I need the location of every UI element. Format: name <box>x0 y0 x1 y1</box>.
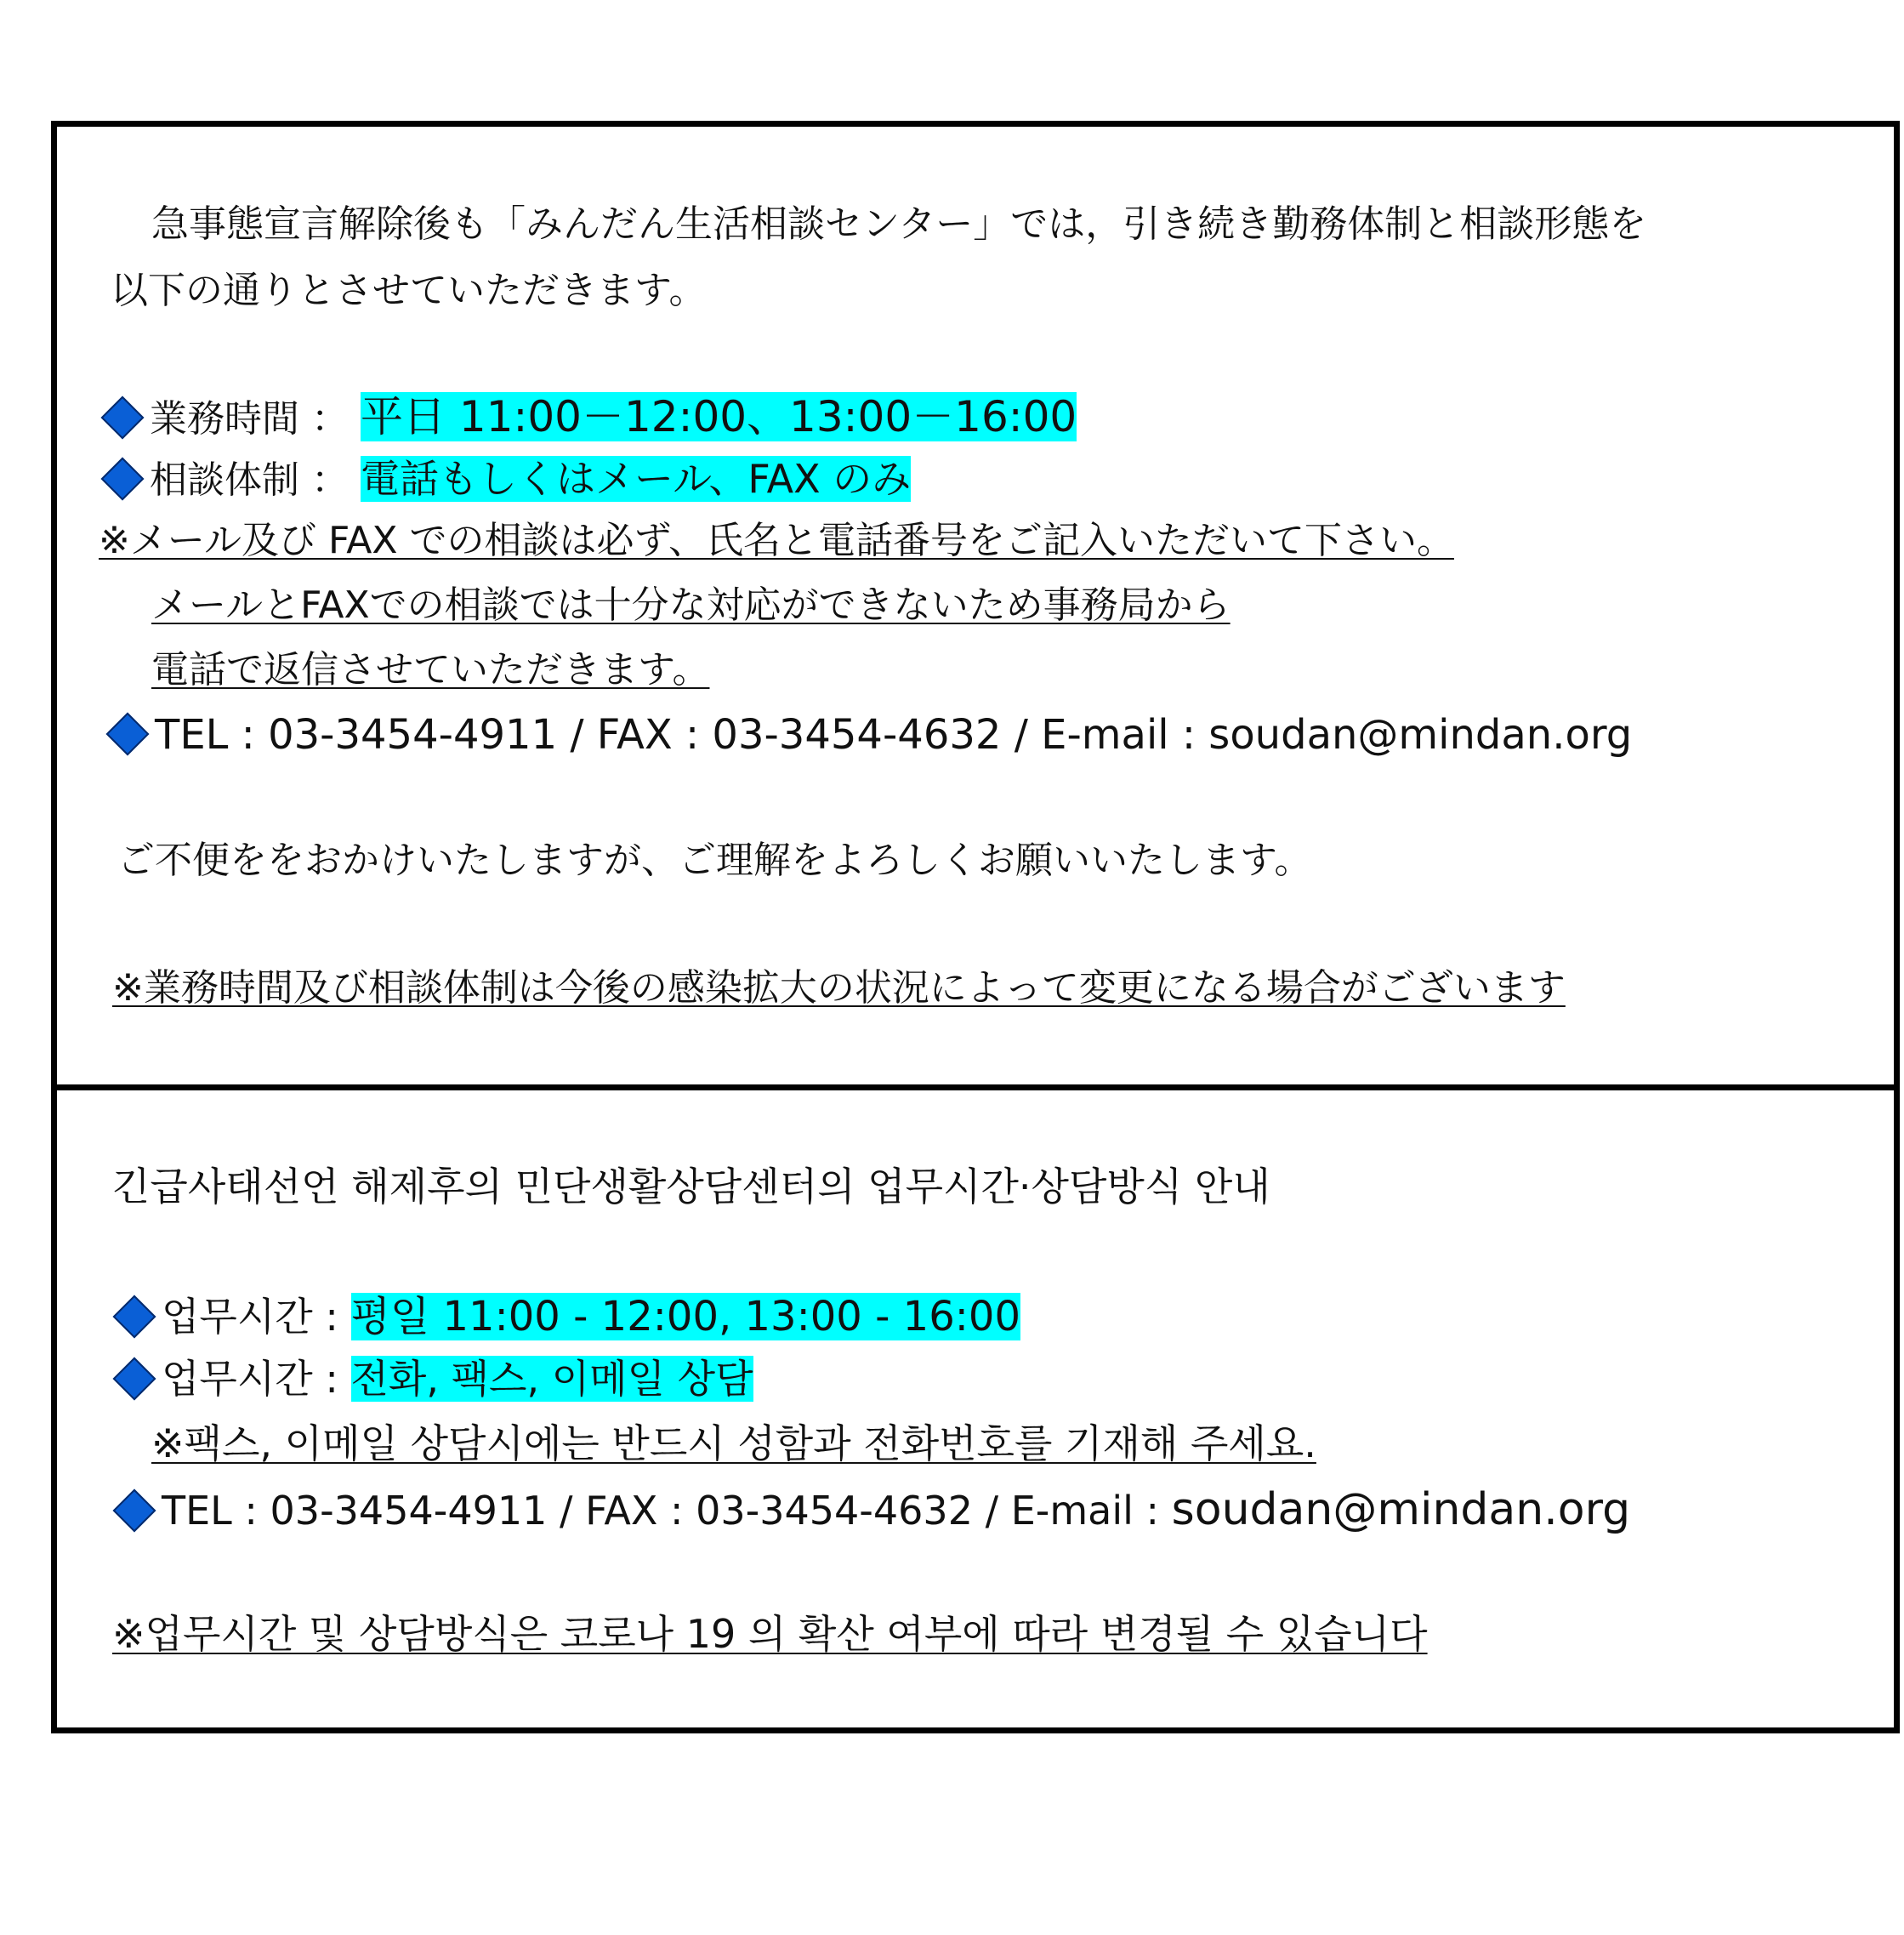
kr-note: ※팩스, 이메일 상담시에는 반드시 성함과 전화번호를 기재해 주세요. <box>151 1420 1316 1466</box>
jp-contact-row <box>105 711 1632 760</box>
section-divider <box>51 1084 1900 1090</box>
kr-footnote: ※업무시간 및 상담방식은 코로나 19 의 확산 여부에 따라 변경될 수 있습니다 <box>112 1611 1428 1657</box>
jp-footnote: ※業務時間及び相談体制は今後の感染拡大の状況によって変更になる場合がございます <box>112 966 1566 1010</box>
kr-contact-row <box>112 1483 1630 1536</box>
jp-note-line3: 電話で返信させていただきます。 <box>151 648 710 691</box>
jp-intro-line2: 以下の通りとさせていただきます。 <box>111 269 707 312</box>
blue-diamond-icon <box>113 1295 156 1338</box>
blue-diamond-icon <box>106 713 150 756</box>
kr-contact-email: soudan@mindan.org <box>1171 1484 1631 1535</box>
jp-contact: TEL : 03-3454-4911 / FAX : 03-3454-4632 / E-mail : soudan@mindan.org <box>155 711 1633 759</box>
blue-diamond-icon <box>101 458 145 501</box>
jp-apology: ご不便ををおかけいたしますが、ご理解をよろしくお願いいたします。 <box>117 839 1312 882</box>
kr-method-label: 업무시간 : <box>162 1356 351 1402</box>
jp-system-row <box>100 456 911 504</box>
blue-diamond-icon <box>113 1357 156 1400</box>
jp-hours-value: 平日 11:00－12:00、13:00－16:00 <box>360 392 1077 441</box>
jp-note-line2: メールとFAXでの相談では十分な対応ができないため事務局から <box>151 583 1230 627</box>
kr-method-value: 전화, 팩스, 이메일 상담 <box>350 1356 753 1402</box>
kr-hours-row <box>112 1293 1020 1342</box>
jp-hours-label: 業務時間 ： <box>150 397 361 441</box>
kr-hours-label: 업무시간 : <box>162 1294 351 1340</box>
kr-method-row <box>112 1356 753 1403</box>
jp-intro-line1: 急事態宣言解除後も「みんだん生活相談センター」では，引き続き勤務体制と相談形態を <box>151 202 1647 246</box>
kr-title: 긴급사태선언 해제후의 민단생활상담센터의 업무시간·상담방식 안내 <box>112 1164 1270 1209</box>
jp-hours-row <box>100 391 1077 442</box>
blue-diamond-icon <box>101 396 145 440</box>
blue-diamond-icon <box>113 1488 156 1532</box>
jp-note-line1: ※メール及び FAX での相談は必ず、氏名と電話番号をご記入いただいて下さい。 <box>99 519 1454 562</box>
kr-contact-prefix: TEL : 03-3454-4911 / FAX : 03-3454-4632 / E-mail : <box>162 1488 1172 1534</box>
jp-system-label: 相談体制 ： <box>150 458 361 502</box>
kr-hours-value: 평일 11:00 - 12:00, 13:00 - 16:00 <box>350 1293 1020 1340</box>
jp-system-value: 電話もしくはメール、FAX のみ <box>360 456 912 502</box>
